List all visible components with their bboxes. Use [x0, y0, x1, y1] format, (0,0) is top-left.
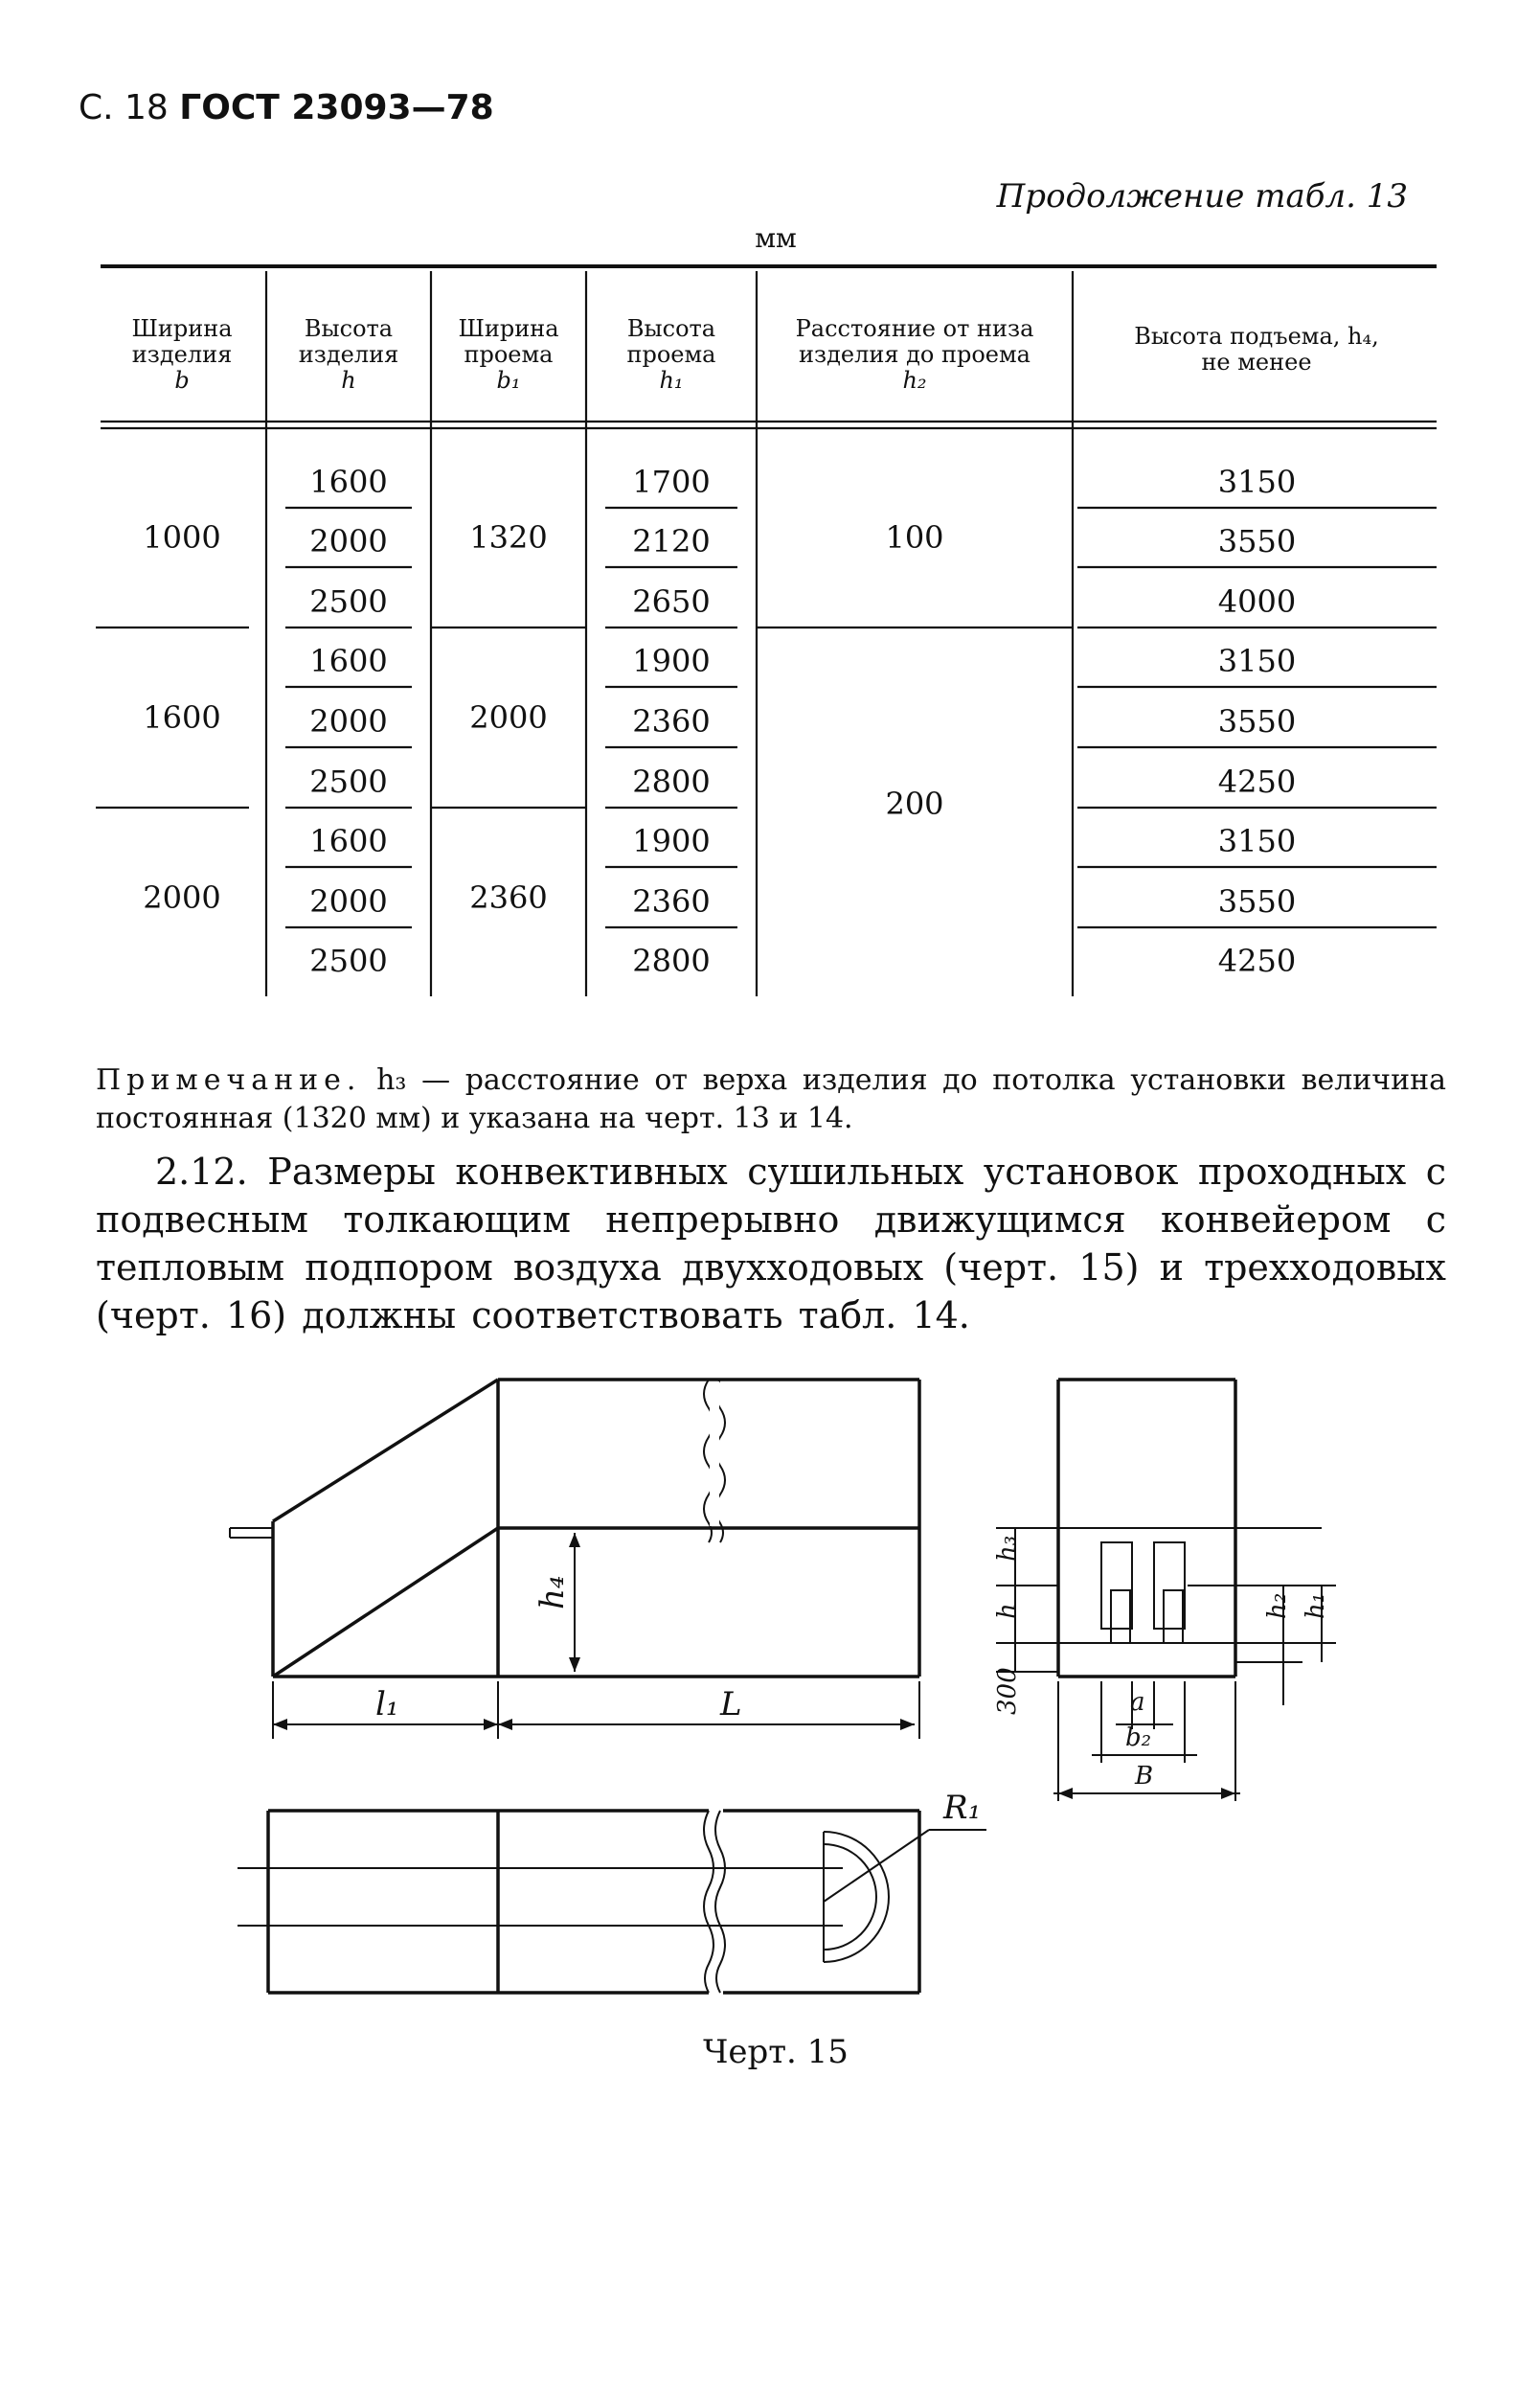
table-cell: 2360 [632, 883, 711, 920]
plan-view [238, 1789, 986, 1993]
label-h4: h₄ [533, 1575, 572, 1609]
label-L: L [720, 1685, 742, 1723]
cell-b1-group1: 1320 [469, 519, 548, 556]
label-300: 300 [993, 1667, 1022, 1715]
table-cell: 1900 [632, 643, 711, 679]
table-cell: 3550 [1217, 523, 1297, 559]
table-cell: 1900 [632, 823, 711, 859]
header-opening-height: Высота проема h₁ [626, 315, 716, 394]
table-cell: 2000 [309, 523, 388, 559]
table-continuation-label: Продолжение табл. 13 [996, 177, 1408, 216]
table-cell: 2120 [632, 523, 711, 559]
table-cell: 2000 [309, 703, 388, 740]
table-cell: 3150 [1217, 643, 1297, 679]
cell-b1-group2: 2000 [469, 699, 548, 736]
table-cell: 4000 [1217, 583, 1297, 620]
table-cell: 1600 [309, 464, 388, 500]
paragraph-text: Размеры конвективных сушильных установок проходных с подвесным толкающим непрерывно движущимся конвейером с тепловым подпором воздуха двухходовых (черт. 15) и трехходовых (черт. 16) должны соответствовать табл. 14. [96, 1151, 1446, 1336]
side-view [230, 1380, 919, 1739]
table-cell: 4250 [1217, 764, 1297, 800]
header-product-height: Высота изделия h [298, 315, 399, 394]
table-cell: 1600 [309, 643, 388, 679]
table-cell: 2650 [632, 583, 711, 620]
cell-b-group1: 1000 [143, 519, 221, 556]
table-cell: 2500 [309, 764, 388, 800]
table-cell: 1600 [309, 823, 388, 859]
table-cell: 2800 [632, 943, 711, 979]
table-cell: 4250 [1217, 943, 1297, 979]
header-opening-width: Ширина проема b₁ [458, 315, 559, 394]
cross-section-view [993, 1380, 1336, 1801]
label-b2: b₂ [1125, 1723, 1152, 1752]
table-cell: 3550 [1217, 883, 1297, 920]
note-text: h₃ — расстояние от верха изделия до потолка установки величина постоянная (1320 мм) и указана на черт. 13 и 14. [96, 1063, 1446, 1135]
table-cell: 2500 [309, 583, 388, 620]
header-lift-height: Высота подъема, h₄, не менее [1134, 323, 1379, 376]
table-units: мм [755, 222, 797, 254]
label-a: a [1130, 1688, 1145, 1717]
table-cell: 2000 [309, 883, 388, 920]
label-R1: R₁ [943, 1789, 982, 1827]
cell-b1-group3: 2360 [469, 879, 548, 916]
table-cell: 3150 [1217, 823, 1297, 859]
label-h: h [993, 1603, 1022, 1619]
label-B: B [1135, 1762, 1154, 1791]
table-cell: 3150 [1217, 464, 1297, 500]
table-cell: 1700 [632, 464, 711, 500]
table-cell: 3550 [1217, 703, 1297, 740]
label-l1: l₁ [375, 1685, 399, 1723]
table-cell: 2800 [632, 764, 711, 800]
cell-h2-200: 200 [885, 786, 944, 822]
cell-b-group2: 1600 [143, 699, 221, 736]
figure-caption: Черт. 15 [703, 2033, 849, 2071]
label-h1: h₁ [1302, 1592, 1330, 1619]
note-label: Примечание. [96, 1063, 362, 1097]
header-distance-to-opening: Расстояние от низа изделия до проема h₂ [795, 315, 1034, 394]
label-h2: h₂ [1263, 1592, 1292, 1619]
label-h3: h₃ [993, 1535, 1022, 1562]
cell-h2-100: 100 [885, 519, 944, 556]
table-cell: 2360 [632, 703, 711, 740]
cell-b-group3: 2000 [143, 879, 221, 916]
header-product-width: Ширина изделия b [131, 315, 233, 394]
table-cell: 2500 [309, 943, 388, 979]
standard-code: ГОСТ 23093—78 [179, 88, 494, 127]
paragraph-number: 2.12. [155, 1151, 248, 1193]
page-number: С. 18 [79, 88, 169, 127]
